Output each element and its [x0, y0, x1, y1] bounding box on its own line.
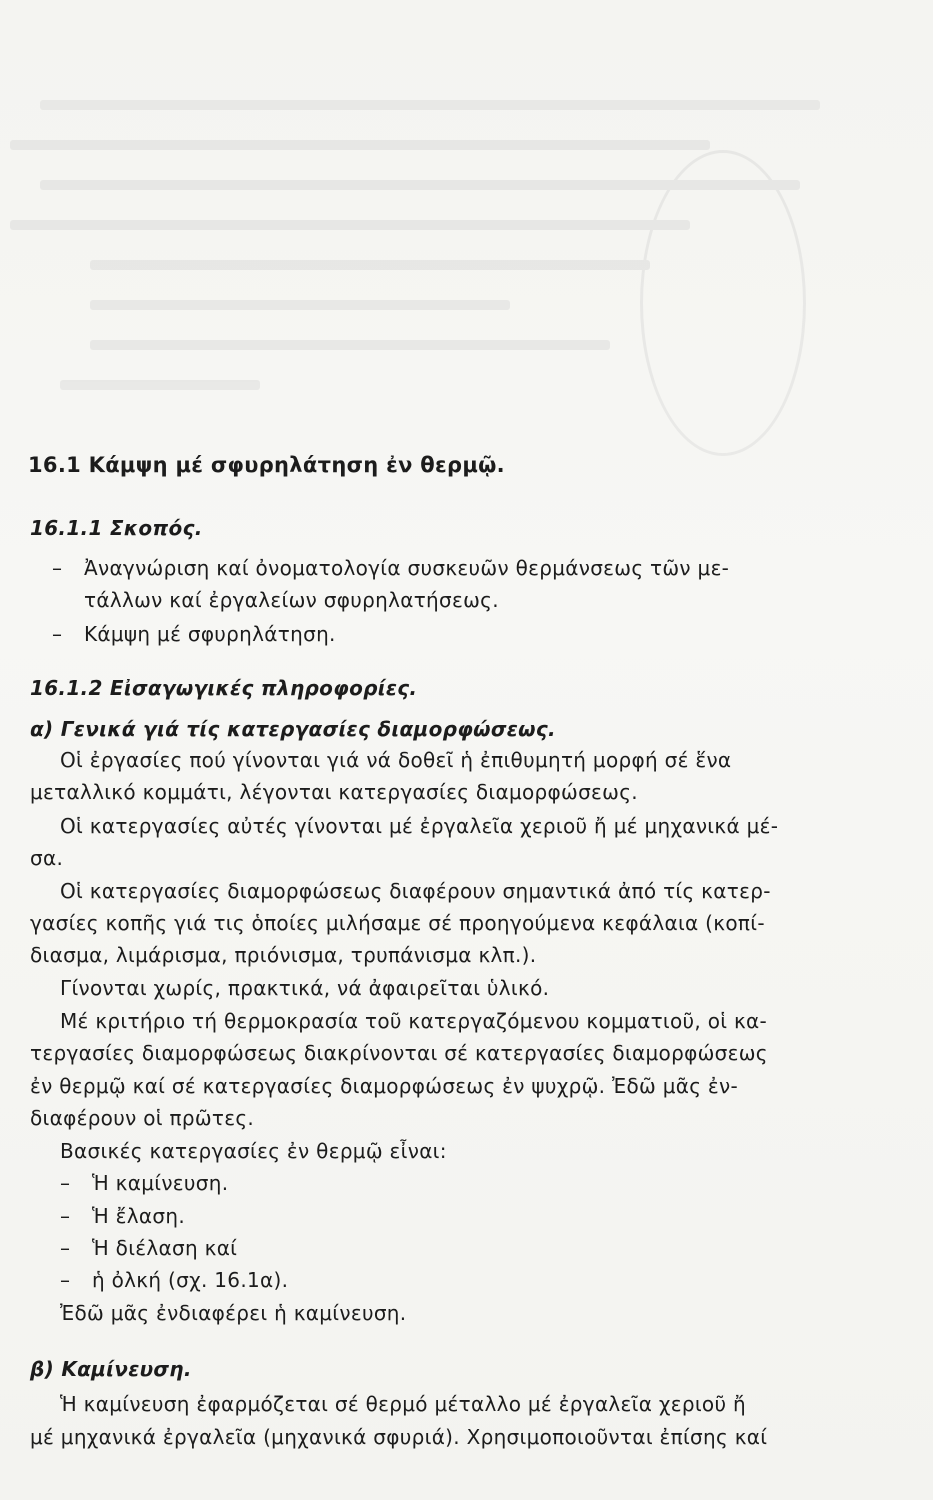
list-item: – Ἀναγνώριση καί ὀνοματολογία συσκευῶν θερμάνσεως τῶν με- [52, 556, 730, 580]
list-item: – Κάμψη μέ σφυρηλάτηση. [52, 622, 336, 646]
list-item: – ἡ ὀλκή (σχ. 16.1α). [60, 1268, 289, 1292]
paragraph-line: Βασικές κατεργασίες ἐν θερμῷ εἶναι: [60, 1139, 447, 1163]
show-through-artifact [0, 60, 933, 480]
paragraph-line: ἐν θερμῷ καί σέ κατεργασίες διαμορφώσεως ἐν ψυχρῷ. Ἐδῶ μᾶς ἐν- [30, 1074, 739, 1098]
subsection-title-intro: 16.1.2 Εἰσαγωγικές πληροφορίες. [30, 676, 418, 700]
list-item: – Ἡ διέλαση καί [60, 1236, 238, 1260]
part-b-heading: β) Καμίνευση. [30, 1357, 192, 1381]
part-a-heading: α) Γενικά γιά τίς κατεργασίες διαμορφώσεως. [30, 717, 556, 741]
subsection-title-scope: 16.1.1 Σκοπός. [30, 516, 203, 540]
paragraph-line: μεταλλικό κομμάτι, λέγονται κατεργασίες διαμορφώσεως. [30, 780, 638, 804]
list-item: – Ἡ ἔλαση. [60, 1204, 186, 1228]
paragraph-line: γασίες κοπῆς γιά τις ὁποίες μιλήσαμε σέ προηγούμενα κεφάλαια (κοπί- [30, 911, 765, 935]
list-item: – Ἡ καμίνευση. [60, 1171, 229, 1195]
paragraph-line: μέ μηχανικά ἐργαλεῖα (μηχανικά σφυριά). Χρησιμοποιοῦνται ἐπίσης καί [30, 1425, 768, 1449]
paragraph-line: Οἱ ἐργασίες πού γίνονται γιά νά δοθεῖ ἡ ἐπιθυμητή μορφή σέ ἕνα [60, 748, 732, 772]
paragraph-line: Ἐδῶ μᾶς ἐνδιαφέρει ἡ καμίνευση. [60, 1301, 407, 1325]
paragraph-line: τεργασίες διαμορφώσεως διακρίνονται σέ κατεργασίες διαμορφώσεως [30, 1041, 768, 1065]
paragraph-line: Μέ κριτήριο τή θερμοκρασία τοῦ κατεργαζόμενου κομματιοῦ, οἱ κα- [60, 1009, 768, 1033]
paragraph-line: Γίνονται χωρίς, πρακτικά, νά ἀφαιρεῖται ὑλικό. [60, 976, 550, 1000]
list-item-continuation: τάλλων καί ἐργαλείων σφυρηλατήσεως. [84, 588, 499, 612]
section-title: 16.1 Κάμψη μέ σφυρηλάτηση ἐν θερμῷ. [28, 453, 505, 477]
paragraph-line: σα. [30, 846, 64, 870]
paragraph-line: Οἱ κατεργασίες αὐτές γίνονται μέ ἐργαλεῖα χεριοῦ ἤ μέ μηχανικά μέ- [60, 814, 779, 838]
paragraph-line: διαφέρουν οἱ πρῶτες. [30, 1106, 255, 1130]
paragraph-line: Οἱ κατεργασίες διαμορφώσεως διαφέρουν σημαντικά ἀπό τίς κατερ- [60, 879, 771, 903]
paragraph-line: Ἡ καμίνευση ἐφαρμόζεται σέ θερμό μέταλλο μέ ἐργαλεῖα χεριοῦ ἤ [60, 1392, 746, 1416]
paragraph-line: διασμα, λιμάρισμα, πριόνισμα, τρυπάνισμα κλπ.). [30, 943, 537, 967]
